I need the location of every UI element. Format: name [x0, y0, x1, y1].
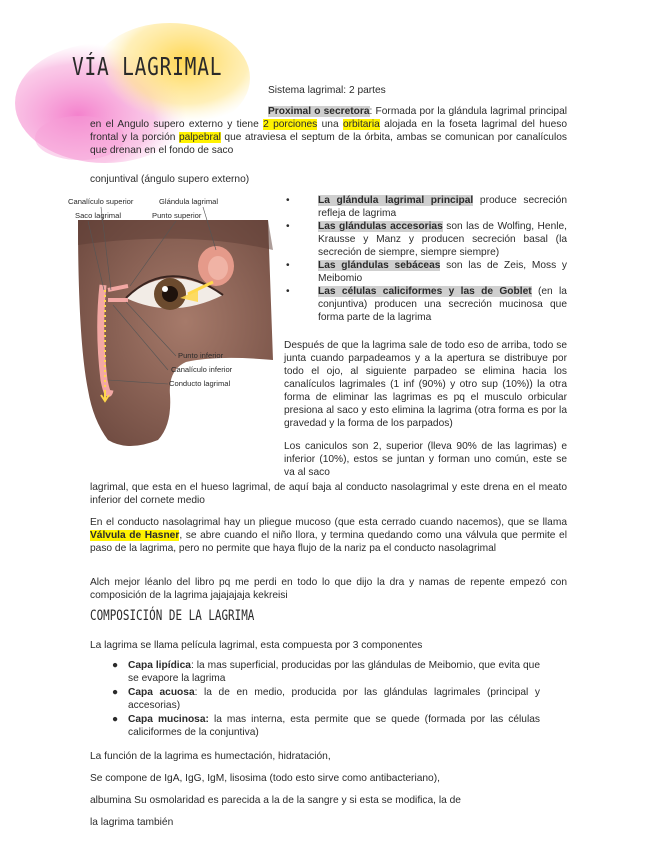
subtitle: Sistema lagrimal: 2 partes: [268, 85, 386, 96]
gland-bullet-list: [284, 194, 567, 324]
highlight-valvula-hasner: Válvula de Hasner: [90, 530, 180, 541]
label-glandula-lagrimal: Glándula lagrimal: [159, 197, 219, 206]
label-punto-inferior: Punto inferior: [178, 351, 224, 360]
list-item: ● Capa acuosa: la de en medio, producida por las glándulas lagrimales (principal y accesorias): [112, 687, 540, 711]
bullet-term: La glándula lagrimal principal: [318, 195, 474, 206]
bullet-text: produce secreción refleja de lagrima: [318, 195, 567, 219]
label-canaliculo-inferior: Canalículo inferior: [171, 365, 233, 374]
section-intro: La lagrima se llama película lagrimal, esta compuesta por 3 componentes: [90, 640, 423, 651]
hasner-text-1: En el conducto nasolagrimal hay un pliegue mucoso (que esta cerrado cuando nacemos), que se llama: [90, 517, 567, 528]
list-item: ● Capa lipídica: la mas superficial, producidas por las glándulas de Meibomio, que evita que se evapore la lagrima: [112, 660, 540, 684]
label-canaliculo-superior: Canalículo superior: [68, 197, 134, 206]
lacrimal-system-illustration: [68, 190, 280, 452]
proximal-text-2: una: [317, 119, 343, 130]
paragraph-hasner: [90, 516, 567, 555]
bullet-term: Las glándulas accesorias: [318, 221, 443, 232]
section-title: COMPOSICIÓN DE LA LAGRIMA: [90, 608, 255, 624]
bullet-term: Las glándulas sebáceas: [318, 260, 441, 271]
proximal-paragraph-end: conjuntival (ángulo supero externo): [90, 174, 250, 185]
layer-text: la mas interna, esta permite que se quede (formada por las células caliciformes de la conjuntiva): [128, 714, 540, 738]
list-item: • Las glándulas accesorias son las de Wolfing, Henle, Krausse y Manz y producen secreción basal (la secreción de siempre, siempre siempre): [286, 221, 567, 258]
label-conducto-lagrimal: Conducto lagrimal: [169, 379, 231, 388]
paragraph-caniculos-cont: lagrimal, que esta en el hueso lagrimal, de aquí baja al conducto nasolagrimal y este drena en el meato inferior del cornete medio: [90, 482, 567, 506]
bullet-text: son las de Zeis, Moss y Meibomio: [318, 260, 567, 284]
page-title: VÍA LAGRIMAL: [72, 52, 223, 81]
highlight-2-porciones: 2 porciones: [263, 119, 318, 130]
proximal-text-3: alojada en la foseta lagrimal del hueso frontal y la porción: [90, 119, 568, 143]
proximal-text-4: que atraviesa el septum de la órbita, ambas se comunican por canalículos que drenan en el fondo de saco: [90, 132, 567, 156]
layer-term: Capa mucinosa:: [128, 714, 209, 725]
paragraph-alch: Alch mejor léanlo del libro pq me perdi en todo lo que dijo la dra y namas de repente empezó con composición de la lagrima jajajajaja kekreisi: [90, 577, 567, 601]
proximal-text-1: : Formada por la glándula lagrimal principal en el Angulo supero externo y tiene: [90, 106, 568, 130]
highlight-orbitaria: orbitaria: [342, 119, 380, 130]
tear-layers-list: [90, 659, 540, 740]
line-funcion: La función de la lagrima es humectación, hidratación,: [90, 751, 331, 762]
bullet-text: (en la conjuntiva) producen una secreción mucinosa que forma parte de la lagrima: [318, 286, 567, 323]
list-item: ● Capa mucinosa: la mas interna, esta permite que se quede (formada por las células caliciformes de la conjuntiva): [112, 714, 540, 738]
line-compone: Se compone de IgA, IgG, IgM, lisosima (todo esto sirve como antibacteriano),: [90, 773, 440, 784]
line-tambien: la lagrima también: [90, 817, 174, 828]
proximal-paragraph: [90, 105, 567, 157]
paragraph-caniculos: Los caniculos son 2, superior (lleva 90% de las lagrimas) e inferior (10%), estos se juntan y forman uno común, este se va al saco: [284, 441, 567, 478]
layer-text: : la de en medio, producida por las glándulas lagrimales (principal y accesorias): [128, 687, 540, 711]
list-item: • Las glándulas sebáceas son las de Zeis, Moss y Meibomio: [286, 260, 567, 284]
paragraph-despues: Después de que la lagrima sale de todo eso de arriba, todo se junta cuando parpadeamos y a la apertura se distribuye por todo el ojo, al siguiente parpadeo se elimina hacia los canalículos lagrimales (1 inf (90%) y otro sup (10%)) la otra forma de eliminar las lagrimas es pq el musculo orbicular presiona al saco y esto elimina la lagrima (otra forma es por la gravedad y la forma de los parpados): [284, 340, 567, 429]
label-punto-superior: Punto superior: [152, 211, 202, 220]
hasner-text-2: , se abre cuando el niño llora, y termina quedando como una válvula que permite el paso de la lagrima, pero no permite que haya flujo de la nariz pa el conducto nasolagrimal: [90, 530, 567, 554]
layer-term: Capa lipídica: [128, 660, 191, 671]
layer-term: Capa acuosa: [128, 687, 195, 698]
bullet-text: son las de Wolfing, Henle, Krausse y Manz y producen secreción basal (la secreción de siempre, siempre siempre): [318, 221, 567, 258]
proximal-term: Proximal o secretora: [268, 106, 370, 117]
list-item: • Las células caliciformes y las de Goblet (en la conjuntiva) producen una secreción mucinosa que forma parte de la lagrima: [286, 286, 567, 323]
highlight-palpebral: palpebral: [178, 132, 221, 143]
bullet-term: Las células caliciformes y las de Goblet: [318, 286, 532, 297]
layer-text: : la mas superficial, producidas por las glándulas de Meibomio, que evita que se evapore la lagrima: [128, 660, 540, 684]
label-saco-lagrimal: Saco lagrimal: [75, 211, 122, 220]
list-item: • La glándula lagrimal principal produce secreción refleja de lagrima: [286, 195, 567, 219]
line-albumina: albumina Su osmolaridad es parecida a la de la sangre y si esta se modifica, la de: [90, 795, 461, 806]
